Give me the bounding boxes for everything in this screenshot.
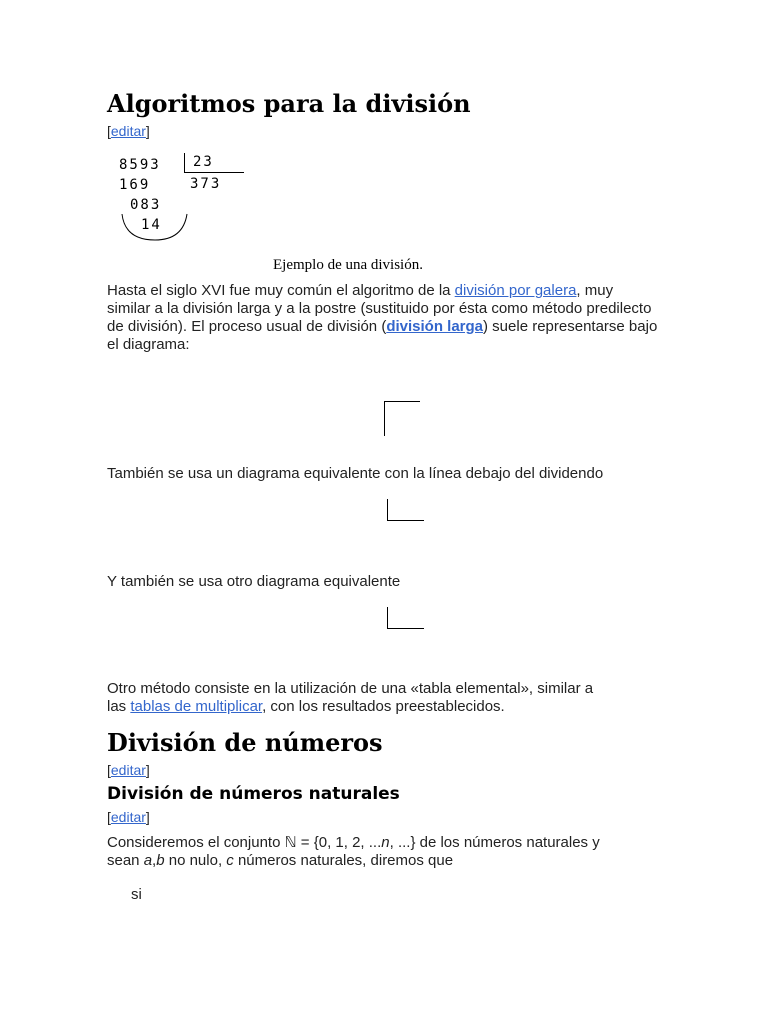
edit-link[interactable]: editar (110, 809, 146, 825)
quotient-line (184, 172, 244, 173)
link-division-por-galera[interactable]: división por galera (454, 282, 577, 299)
variable-c: c (226, 852, 234, 869)
section-title-division-numbers: División de números (107, 728, 383, 757)
division-diagram-2 (387, 499, 424, 521)
text-span: , ...} de los números naturales y (389, 834, 600, 851)
division-example-figure (115, 150, 255, 245)
figure-caption: Ejemplo de una división. (273, 257, 423, 273)
quotient: 373 (190, 176, 222, 192)
variable-a: a (143, 852, 153, 869)
dividend: 8593 (119, 157, 161, 173)
edit-bracket-open: [ (107, 809, 111, 825)
text-span: , muy (576, 282, 614, 299)
division-diagram-3 (387, 607, 424, 629)
paragraph-history (107, 282, 657, 354)
edit-link[interactable]: editar (110, 762, 146, 778)
condition-si: si (131, 886, 142, 903)
section-title-algorithms: Algoritmos para la división (107, 89, 471, 118)
division-diagram-1 (384, 401, 420, 436)
paragraph-line (107, 834, 600, 852)
edit-bracket-close: ] (145, 809, 150, 825)
paragraph-line: el diagrama: (107, 336, 190, 353)
text-span: no nulo, (164, 852, 227, 869)
edit-bracket-close: ] (145, 762, 150, 778)
paragraph-line (107, 852, 600, 870)
variable-n: n (381, 834, 390, 851)
link-division-larga[interactable]: división larga (386, 318, 484, 335)
text-span: sean (107, 852, 144, 869)
paragraph-equivalent-diagram: También se usa un diagrama equivalente con la línea debajo del dividendo (107, 465, 604, 482)
paragraph-line (107, 698, 593, 716)
text-span: = {0, 1, 2, ... (296, 834, 382, 851)
partial-row-2: 083 (130, 197, 162, 213)
variable-b: b (156, 852, 165, 869)
edit-bracket-open: [ (107, 123, 111, 139)
divisor: 23 (193, 154, 214, 170)
text-span: números naturales, diremos que (233, 852, 454, 869)
paragraph-line: Otro método consiste en la utilización de una «tabla elemental», similar a (107, 680, 594, 697)
text-span: de división). El proceso usual de división ( (107, 318, 387, 335)
paragraph-line (107, 282, 657, 300)
paragraph-line (107, 318, 657, 336)
text-span: las (107, 698, 131, 715)
edit-bracket-open: [ (107, 762, 111, 778)
edit-bracket-close: ] (145, 123, 150, 139)
divisor-vertical-line (184, 153, 185, 173)
text-span: , con los resultados preestablecidos. (262, 698, 505, 715)
remainder: 14 (141, 217, 162, 233)
paragraph-other-diagram: Y también se usa otro diagrama equivalente (107, 573, 401, 590)
edit-link-section3 (107, 809, 150, 825)
remainder-arc (115, 210, 195, 245)
subsection-title-natural-numbers: División de números naturales (107, 784, 400, 804)
partial-row-1: 169 (119, 177, 151, 193)
link-tablas-de-multiplicar[interactable]: tablas de multiplicar (130, 698, 263, 715)
text-span: Consideremos el conjunto (107, 834, 285, 851)
text-span: , (152, 852, 157, 869)
paragraph-natural-numbers (107, 834, 600, 870)
paragraph-elementary-table (107, 680, 593, 716)
edit-link[interactable]: editar (110, 123, 146, 139)
text-span: Hasta el siglo XVI fue muy común el algoritmo de la (107, 282, 455, 299)
paragraph-line: similar a la división larga y a la postre (sustituido por ésta como método predilecto (107, 300, 652, 317)
natural-numbers-symbol: ℕ (284, 834, 297, 851)
edit-link-section1 (107, 123, 150, 139)
edit-link-section2 (107, 762, 150, 778)
text-span: ) suele representarse bajo (483, 318, 658, 335)
